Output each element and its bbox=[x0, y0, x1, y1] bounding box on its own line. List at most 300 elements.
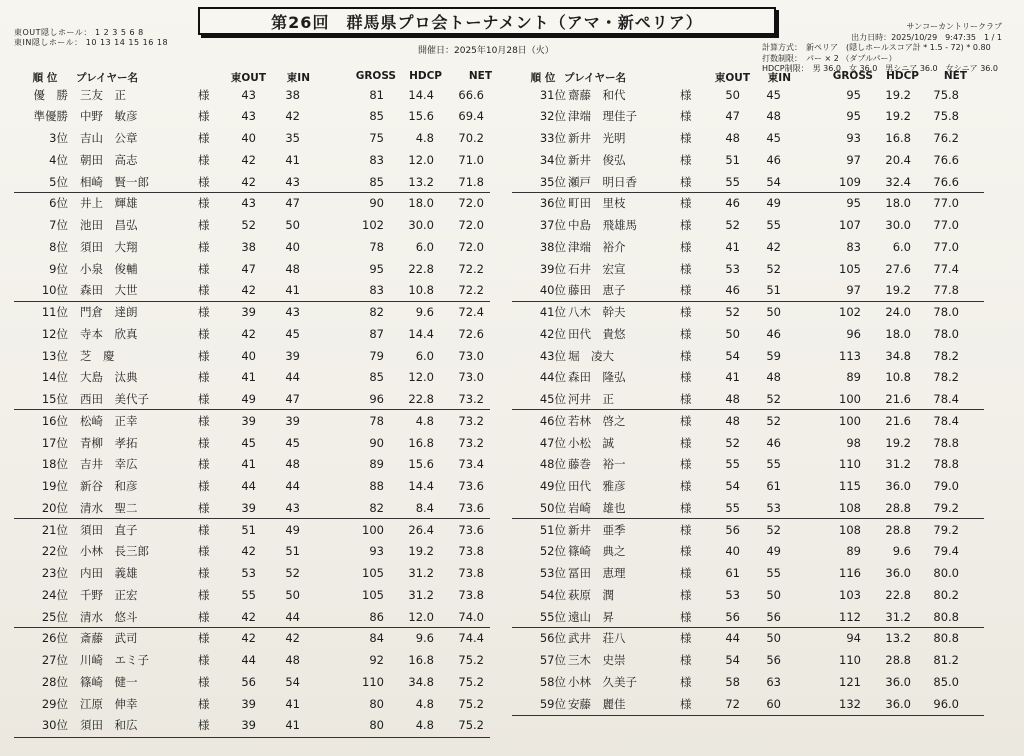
hdcp-value: 14.4 bbox=[408, 326, 434, 341]
hdcp-value: 6.0 bbox=[415, 348, 434, 363]
gross-score: 96 bbox=[369, 392, 384, 407]
table-row bbox=[0, 476, 1024, 497]
out-score: 56 bbox=[725, 609, 740, 624]
rank-cell: 39位 bbox=[539, 261, 566, 276]
rank-cell: 14位 bbox=[41, 370, 68, 385]
out-score: 56 bbox=[725, 522, 740, 537]
out-score: 52 bbox=[725, 218, 740, 233]
net-score: 77.0 bbox=[933, 196, 959, 211]
honorific: 様 bbox=[680, 587, 692, 602]
rank-cell: 24位 bbox=[41, 587, 68, 602]
in-score: 44 bbox=[285, 609, 300, 624]
gross-score: 107 bbox=[839, 218, 861, 233]
net-score: 81.2 bbox=[933, 653, 959, 668]
out-score: 52 bbox=[725, 305, 740, 320]
out-score: 55 bbox=[725, 457, 740, 472]
player-name: 大島 汰典 bbox=[80, 370, 138, 385]
gross-score: 89 bbox=[846, 544, 861, 559]
hdcp-value: 4.8 bbox=[415, 131, 434, 146]
net-score: 73.2 bbox=[458, 413, 484, 428]
in-score: 49 bbox=[285, 522, 300, 537]
gross-score: 97 bbox=[846, 152, 861, 167]
gross-score: 90 bbox=[369, 196, 384, 211]
out-score: 54 bbox=[725, 653, 740, 668]
honorific: 様 bbox=[198, 587, 210, 602]
player-name: 須田 和広 bbox=[80, 718, 138, 733]
in-score: 44 bbox=[285, 370, 300, 385]
net-score: 75.8 bbox=[933, 109, 959, 124]
honorific: 様 bbox=[198, 522, 210, 537]
hdcp-value: 15.6 bbox=[408, 109, 434, 124]
net-score: 73.0 bbox=[458, 348, 484, 363]
table-row bbox=[0, 193, 1024, 214]
hdcp-value: 13.2 bbox=[885, 631, 911, 646]
table-row bbox=[0, 258, 1024, 279]
in-score: 45 bbox=[285, 435, 300, 450]
in-score: 40 bbox=[285, 239, 300, 254]
hdcp-value: 32.4 bbox=[885, 174, 911, 189]
table-row bbox=[0, 454, 1024, 475]
player-name: 新井 俊弘 bbox=[568, 152, 626, 167]
player-name: 吉山 公章 bbox=[80, 131, 138, 146]
rank-cell: 43位 bbox=[539, 348, 566, 363]
header-gross: GROSS bbox=[355, 70, 396, 82]
net-score: 69.4 bbox=[458, 109, 484, 124]
rank-cell: 50位 bbox=[539, 500, 566, 515]
player-name: 田代 貴悠 bbox=[568, 326, 626, 341]
in-score: 44 bbox=[285, 479, 300, 494]
out-score: 42 bbox=[241, 544, 256, 559]
out-score: 55 bbox=[241, 587, 256, 602]
hdcp-value: 20.4 bbox=[885, 152, 911, 167]
hdcp-value: 4.8 bbox=[415, 413, 434, 428]
gross-score: 82 bbox=[369, 305, 384, 320]
hdcp-value: 36.0 bbox=[885, 479, 911, 494]
net-score: 73.0 bbox=[458, 370, 484, 385]
out-score: 40 bbox=[241, 131, 256, 146]
in-score: 52 bbox=[766, 392, 781, 407]
calc-method: 計算方式： 新ペリア (隠しホールスコア計 * 1.5 - 72) * 0.80 bbox=[762, 43, 991, 52]
header-player: プレイヤー名 bbox=[76, 72, 139, 84]
hdcp-value: 30.0 bbox=[885, 218, 911, 233]
honorific: 様 bbox=[198, 370, 210, 385]
in-score: 43 bbox=[285, 174, 300, 189]
player-name: 川崎 エミ子 bbox=[80, 653, 149, 668]
player-name: 三友 正 bbox=[80, 87, 126, 102]
out-score: 42 bbox=[241, 631, 256, 646]
rank-cell: 13位 bbox=[41, 348, 68, 363]
gross-score: 110 bbox=[839, 457, 861, 472]
in-score: 42 bbox=[766, 239, 781, 254]
rank-cell: 58位 bbox=[539, 674, 566, 689]
in-score: 49 bbox=[766, 196, 781, 211]
honorific: 様 bbox=[198, 500, 210, 515]
hdcp-value: 4.8 bbox=[415, 696, 434, 711]
rank-cell: 51位 bbox=[539, 522, 566, 537]
hdcp-value: 34.8 bbox=[885, 348, 911, 363]
table-row bbox=[0, 215, 1024, 236]
gross-score: 109 bbox=[839, 174, 861, 189]
table-row bbox=[0, 584, 1024, 605]
player-name: 篠崎 典之 bbox=[568, 544, 626, 559]
gross-score: 113 bbox=[839, 348, 861, 363]
player-name: 町田 里枝 bbox=[568, 196, 626, 211]
gross-score: 80 bbox=[369, 696, 384, 711]
out-holes-label: 東OUT隠しホール： bbox=[14, 28, 92, 37]
player-name: 相崎 賢一郎 bbox=[80, 174, 149, 189]
net-score: 73.8 bbox=[458, 566, 484, 581]
net-score: 74.0 bbox=[458, 609, 484, 624]
net-score: 70.2 bbox=[458, 131, 484, 146]
in-score: 50 bbox=[285, 218, 300, 233]
gross-score: 105 bbox=[362, 587, 384, 602]
out-score: 61 bbox=[725, 566, 740, 581]
out-score: 52 bbox=[241, 218, 256, 233]
in-score: 55 bbox=[766, 566, 781, 581]
table-row bbox=[0, 432, 1024, 453]
net-score: 78.0 bbox=[933, 326, 959, 341]
player-name: 堀 凌大 bbox=[568, 348, 614, 363]
out-score: 49 bbox=[241, 392, 256, 407]
honorific: 様 bbox=[198, 87, 210, 102]
gross-score: 88 bbox=[369, 479, 384, 494]
rank-cell: 48位 bbox=[539, 457, 566, 472]
hdcp-value: 12.0 bbox=[408, 370, 434, 385]
player-name: 安藤 麗佳 bbox=[568, 696, 626, 711]
out-score: 44 bbox=[241, 653, 256, 668]
rank-cell: 34位 bbox=[539, 152, 566, 167]
hdcp-value: 14.4 bbox=[408, 479, 434, 494]
table-row bbox=[0, 84, 1024, 105]
net-score: 75.2 bbox=[458, 718, 484, 733]
rank-cell: 6位 bbox=[49, 196, 68, 211]
hdcp-value: 36.0 bbox=[885, 566, 911, 581]
honorific: 様 bbox=[198, 413, 210, 428]
out-score: 44 bbox=[241, 479, 256, 494]
honorific: 様 bbox=[680, 152, 692, 167]
in-score: 49 bbox=[766, 544, 781, 559]
honorific: 様 bbox=[680, 435, 692, 450]
player-name: 須田 大翔 bbox=[80, 239, 138, 254]
in-score: 52 bbox=[766, 261, 781, 276]
player-name: 森田 隆弘 bbox=[568, 370, 626, 385]
hdcp-value: 28.8 bbox=[885, 653, 911, 668]
out-score: 41 bbox=[241, 370, 256, 385]
out-score: 52 bbox=[725, 435, 740, 450]
table-row bbox=[0, 563, 1024, 584]
hdcp-value: 19.2 bbox=[885, 283, 911, 298]
gross-score: 100 bbox=[839, 392, 861, 407]
in-score: 51 bbox=[766, 283, 781, 298]
rank-cell: 40位 bbox=[539, 283, 566, 298]
rank-cell: 53位 bbox=[539, 566, 566, 581]
out-score: 40 bbox=[241, 348, 256, 363]
out-score: 47 bbox=[725, 109, 740, 124]
honorific: 様 bbox=[680, 457, 692, 472]
in-holes: 10 13 14 15 16 18 bbox=[85, 38, 169, 47]
net-score: 78.4 bbox=[933, 392, 959, 407]
rank-cell: 31位 bbox=[539, 87, 566, 102]
net-score: 77.4 bbox=[933, 261, 959, 276]
rank-cell: 16位 bbox=[41, 413, 68, 428]
in-score: 53 bbox=[766, 500, 781, 515]
club-name: サンコーカントリークラブ bbox=[906, 22, 1002, 31]
hdcp-value: 22.8 bbox=[885, 587, 911, 602]
honorific: 様 bbox=[198, 457, 210, 472]
hdcp-value: 16.8 bbox=[408, 435, 434, 450]
net-score: 73.2 bbox=[458, 392, 484, 407]
out-score: 47 bbox=[241, 261, 256, 276]
gross-score: 89 bbox=[846, 370, 861, 385]
rank-cell: 9位 bbox=[49, 261, 68, 276]
hidden-holes-info bbox=[14, 28, 168, 48]
honorific: 様 bbox=[198, 718, 210, 733]
gross-score: 94 bbox=[846, 631, 861, 646]
rank-cell: 42位 bbox=[539, 326, 566, 341]
header-gross: GROSS bbox=[832, 70, 873, 82]
honorific: 様 bbox=[198, 566, 210, 581]
rank-cell: 25位 bbox=[41, 609, 68, 624]
hdcp-value: 14.4 bbox=[408, 87, 434, 102]
out-score: 41 bbox=[725, 239, 740, 254]
rank-cell: 7位 bbox=[49, 218, 68, 233]
player-name: 津端 裕介 bbox=[568, 239, 626, 254]
in-score: 46 bbox=[766, 435, 781, 450]
net-score: 72.0 bbox=[458, 239, 484, 254]
gross-score: 98 bbox=[846, 435, 861, 450]
rank-cell: 5位 bbox=[49, 174, 68, 189]
header-player: プレイヤー名 bbox=[564, 72, 627, 84]
net-score: 77.8 bbox=[933, 283, 959, 298]
gross-score: 103 bbox=[839, 587, 861, 602]
player-name: 河井 正 bbox=[568, 392, 614, 407]
in-score: 42 bbox=[285, 631, 300, 646]
in-score: 46 bbox=[766, 152, 781, 167]
net-score: 73.4 bbox=[458, 457, 484, 472]
out-score: 42 bbox=[241, 609, 256, 624]
gross-score: 96 bbox=[846, 326, 861, 341]
net-score: 80.2 bbox=[933, 587, 959, 602]
in-score: 51 bbox=[285, 544, 300, 559]
rank-cell: 21位 bbox=[41, 522, 68, 537]
rank-cell: 17位 bbox=[41, 435, 68, 450]
hdcp-value: 22.8 bbox=[408, 392, 434, 407]
out-score: 39 bbox=[241, 305, 256, 320]
gross-score: 95 bbox=[846, 87, 861, 102]
out-score: 48 bbox=[725, 131, 740, 146]
net-score: 76.6 bbox=[933, 174, 959, 189]
rank-cell: 準優勝 bbox=[33, 109, 68, 124]
out-score: 45 bbox=[241, 435, 256, 450]
out-score: 38 bbox=[241, 239, 256, 254]
rank-cell: 30位 bbox=[41, 718, 68, 733]
gross-score: 90 bbox=[369, 435, 384, 450]
gross-score: 83 bbox=[369, 283, 384, 298]
in-score: 52 bbox=[766, 413, 781, 428]
hdcp-value: 18.0 bbox=[885, 196, 911, 211]
player-name: 青柳 孝拓 bbox=[80, 435, 138, 450]
hdcp-value: 36.0 bbox=[885, 696, 911, 711]
in-score: 50 bbox=[766, 631, 781, 646]
honorific: 様 bbox=[680, 696, 692, 711]
player-name: 森田 大世 bbox=[80, 283, 138, 298]
honorific: 様 bbox=[680, 174, 692, 189]
hdcp-value: 24.0 bbox=[885, 305, 911, 320]
honorific: 様 bbox=[680, 653, 692, 668]
in-score: 61 bbox=[766, 479, 781, 494]
gross-score: 84 bbox=[369, 631, 384, 646]
player-name: 小松 誠 bbox=[568, 435, 614, 450]
header-in: 東IN bbox=[767, 72, 791, 84]
player-name: 朝田 高志 bbox=[80, 152, 138, 167]
net-score: 72.0 bbox=[458, 218, 484, 233]
gross-score: 92 bbox=[369, 653, 384, 668]
out-score: 55 bbox=[725, 174, 740, 189]
in-score: 48 bbox=[285, 653, 300, 668]
gross-score: 102 bbox=[362, 218, 384, 233]
out-score: 41 bbox=[241, 457, 256, 472]
honorific: 様 bbox=[198, 283, 210, 298]
in-score: 47 bbox=[285, 196, 300, 211]
gross-score: 85 bbox=[369, 109, 384, 124]
gross-score: 89 bbox=[369, 457, 384, 472]
table-row bbox=[0, 541, 1024, 562]
net-score: 71.0 bbox=[458, 152, 484, 167]
honorific: 様 bbox=[198, 479, 210, 494]
gross-score: 100 bbox=[362, 522, 384, 537]
net-score: 76.2 bbox=[933, 131, 959, 146]
out-score: 46 bbox=[725, 196, 740, 211]
gross-score: 105 bbox=[839, 261, 861, 276]
net-score: 71.8 bbox=[458, 174, 484, 189]
out-score: 51 bbox=[241, 522, 256, 537]
hdcp-value: 34.8 bbox=[408, 674, 434, 689]
table-row bbox=[0, 236, 1024, 257]
net-score: 80.8 bbox=[933, 631, 959, 646]
in-score: 52 bbox=[285, 566, 300, 581]
honorific: 様 bbox=[198, 152, 210, 167]
honorific: 様 bbox=[198, 109, 210, 124]
gross-score: 93 bbox=[846, 131, 861, 146]
honorific: 様 bbox=[680, 370, 692, 385]
player-name: 篠崎 健一 bbox=[80, 674, 138, 689]
player-name: 吉井 幸広 bbox=[80, 457, 138, 472]
hdcp-value: 19.2 bbox=[885, 109, 911, 124]
rank-cell: 3位 bbox=[49, 131, 68, 146]
out-score: 44 bbox=[725, 631, 740, 646]
table-row bbox=[0, 128, 1024, 149]
net-score: 73.2 bbox=[458, 435, 484, 450]
rank-cell: 54位 bbox=[539, 587, 566, 602]
hdcp-value: 28.8 bbox=[885, 500, 911, 515]
honorific: 様 bbox=[198, 348, 210, 363]
player-name: 藤巻 裕一 bbox=[568, 457, 626, 472]
hdcp-value: 31.2 bbox=[885, 609, 911, 624]
honorific: 様 bbox=[680, 326, 692, 341]
honorific: 様 bbox=[680, 544, 692, 559]
in-score: 54 bbox=[285, 674, 300, 689]
hdcp-value: 19.2 bbox=[885, 435, 911, 450]
gross-score: 85 bbox=[369, 174, 384, 189]
honorific: 様 bbox=[680, 87, 692, 102]
rank-cell: 10位 bbox=[41, 283, 68, 298]
net-score: 66.6 bbox=[458, 87, 484, 102]
rank-cell: 59位 bbox=[539, 696, 566, 711]
rank-cell: 44位 bbox=[539, 370, 566, 385]
gross-score: 102 bbox=[839, 305, 861, 320]
player-name: 中野 敏彦 bbox=[80, 109, 138, 124]
honorific: 様 bbox=[198, 239, 210, 254]
gross-score: 115 bbox=[839, 479, 861, 494]
player-name: 萩原 潤 bbox=[568, 587, 614, 602]
gross-score: 108 bbox=[839, 522, 861, 537]
net-score: 96.0 bbox=[933, 696, 959, 711]
out-score: 43 bbox=[241, 196, 256, 211]
hdcp-value: 21.6 bbox=[885, 413, 911, 428]
hdcp-value: 9.6 bbox=[415, 631, 434, 646]
gross-score: 121 bbox=[839, 674, 861, 689]
gross-score: 95 bbox=[846, 109, 861, 124]
honorific: 様 bbox=[198, 305, 210, 320]
header-rank: 順 位 bbox=[530, 72, 556, 84]
table-row bbox=[0, 106, 1024, 127]
honorific: 様 bbox=[198, 261, 210, 276]
in-score: 56 bbox=[766, 609, 781, 624]
table-row bbox=[0, 302, 1024, 323]
rank-cell: 55位 bbox=[539, 609, 566, 624]
player-name: 新井 光明 bbox=[568, 131, 626, 146]
rank-cell: 20位 bbox=[41, 500, 68, 515]
gross-score: 97 bbox=[846, 283, 861, 298]
gross-score: 79 bbox=[369, 348, 384, 363]
out-score: 39 bbox=[241, 718, 256, 733]
gross-score: 82 bbox=[369, 500, 384, 515]
in-score: 41 bbox=[285, 696, 300, 711]
in-score: 56 bbox=[766, 653, 781, 668]
gross-score: 105 bbox=[362, 566, 384, 581]
in-score: 63 bbox=[766, 674, 781, 689]
honorific: 様 bbox=[198, 196, 210, 211]
in-score: 55 bbox=[766, 457, 781, 472]
net-score: 75.2 bbox=[458, 674, 484, 689]
player-name: 井上 輝雄 bbox=[80, 196, 138, 211]
player-name: 松崎 正幸 bbox=[80, 413, 138, 428]
gross-score: 112 bbox=[839, 609, 861, 624]
table-row bbox=[0, 715, 1024, 736]
header-net: NET bbox=[943, 70, 967, 82]
in-score: 47 bbox=[285, 392, 300, 407]
gross-score: 83 bbox=[369, 152, 384, 167]
table-row bbox=[0, 671, 1024, 692]
hdcp-limit: HDCP制限： 男 36.0 女 36.0 男シニア 36.0 女シニア 36.0 bbox=[762, 64, 999, 73]
honorific: 様 bbox=[680, 109, 692, 124]
rank-cell: 4位 bbox=[49, 152, 68, 167]
header-hdcp: HDCP bbox=[886, 70, 919, 82]
table-row bbox=[0, 171, 1024, 192]
honorific: 様 bbox=[198, 696, 210, 711]
out-score: 41 bbox=[725, 370, 740, 385]
honorific: 様 bbox=[680, 631, 692, 646]
out-score: 54 bbox=[725, 479, 740, 494]
player-name: 遠山 昇 bbox=[568, 609, 614, 624]
honorific: 様 bbox=[680, 196, 692, 211]
honorific: 様 bbox=[680, 522, 692, 537]
gross-score: 78 bbox=[369, 239, 384, 254]
in-score: 41 bbox=[285, 283, 300, 298]
gross-score: 95 bbox=[369, 261, 384, 276]
net-score: 75.2 bbox=[458, 653, 484, 668]
table-row bbox=[0, 323, 1024, 344]
